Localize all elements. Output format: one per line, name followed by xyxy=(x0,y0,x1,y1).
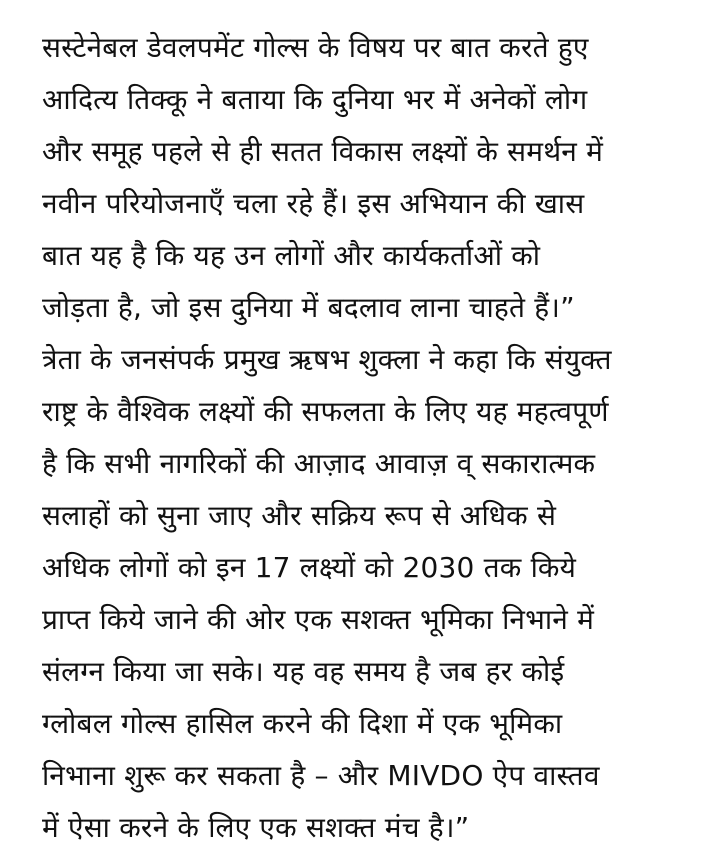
text-line: सस्टेनेबल डेवलपमेंट गोल्स के विषय पर बात करते हुए xyxy=(42,31,589,64)
text-line: ग्लोबल गोल्स हासिल करने की दिशा में एक भूमिका xyxy=(42,707,563,740)
text-line: बात यह है कि यह उन लोगों और कार्यकर्ताओं को xyxy=(42,239,541,272)
text-line: में ऐसा करने के लिए एक सशक्त मंच है।” xyxy=(42,811,470,844)
text-line: प्राप्त किये जाने की ओर एक सशक्त भूमिका निभाने में xyxy=(42,603,595,636)
text-line: त्रेता के जनसंपर्क प्रमुख ऋषभ शुक्ला ने कहा कि संयुक्त xyxy=(42,343,612,376)
text-line: है कि सभी नागरिकों की आज़ाद आवाज़ व् सकारात्मक xyxy=(42,447,596,480)
text-line: जोड़ता है, जो इस दुनिया में बदलाव लाना चाहते हैं।” xyxy=(42,291,575,324)
text-line: राष्ट्र के वैश्विक लक्ष्यों की सफलता के लिए यह महत्वपूर्ण xyxy=(42,395,609,428)
text-line: सलाहों को सुना जाए और सक्रिय रूप से अधिक से xyxy=(42,499,557,532)
text-line: और समूह पहले से ही सतत विकास लक्ष्यों के समर्थन में xyxy=(42,135,604,168)
text-line: निभाना शुरू कर सकता है – और MIVDO ऐप वास्तव xyxy=(42,759,600,792)
article-paragraph xyxy=(42,22,702,854)
text-line: आदित्य तिक्कू ने बताया कि दुनिया भर में अनेकों लोग xyxy=(42,83,588,116)
text-line: अधिक लोगों को इन 17 लक्ष्यों को 2030 तक किये xyxy=(42,551,577,584)
text-line: संलग्न किया जा सके। यह वह समय है जब हर कोई xyxy=(42,655,565,688)
text-line: नवीन परियोजनाएँ चला रहे हैं। इस अभियान की खास xyxy=(42,187,585,220)
